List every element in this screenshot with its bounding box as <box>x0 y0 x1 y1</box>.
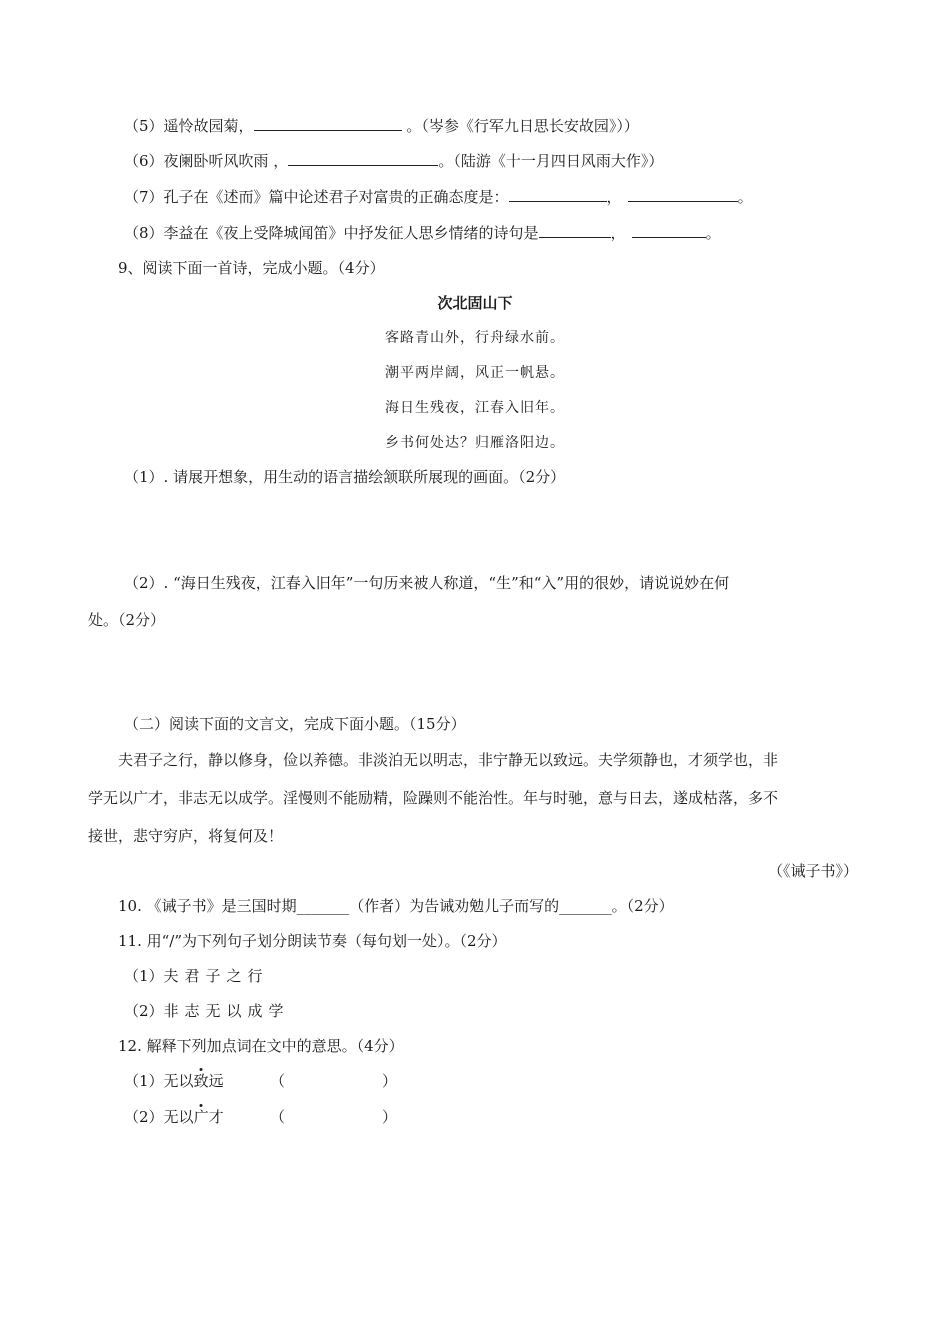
answer-blank-purpose[interactable]: _______ <box>559 897 612 915</box>
q9-sub-question-2: （2）. “海日生残夜，江春入旧年”一句历来被人称道，“生”和“入”用的很妙，请说说妙在何 <box>124 574 730 592</box>
q12-item-1: （1）无以致远 （ ） <box>124 1072 398 1090</box>
q8-item-7: （7）孔子在《述而》篇中论述君子对富贵的正确态度是： ， 。 <box>124 188 753 206</box>
dotted-word: 广 <box>193 1108 209 1126</box>
q9-sub-question-2-cont: 处。（2分） <box>88 611 166 629</box>
passage-line: 学无以广才，非志无以成学。淫慢则不能励精，险躁则不能治性。年与时驰，意与日去，遂成枯落，多不 <box>88 789 779 807</box>
answer-blank[interactable] <box>288 151 438 166</box>
q8-item-5: （5）遥怜故园菊， 。（岑参《行军九日思长安故园》）） <box>124 117 639 135</box>
passage-line: 接世，悲守穷庐，将复何及！ <box>88 827 284 845</box>
poem-line: 客路青山外，行舟绿水前。 <box>385 330 565 346</box>
answer-blank[interactable] <box>254 116 402 131</box>
q8-item-6: （6）夜阑卧听风吹雨 ， 。（陆游《十一月四日风雨大作》） <box>124 152 664 170</box>
poem-title: 次北固山下 <box>437 294 513 312</box>
section-heading: （二）阅读下面的文言文，完成下面小题。（15分） <box>124 715 466 733</box>
q12-item-2: （2）无以广才 （ ） <box>124 1108 398 1126</box>
answer-blank[interactable] <box>628 187 738 202</box>
q9-sub-question-1: （1）. 请展开想象，用生动的语言描绘颔联所展现的画面。（2分） <box>124 468 566 486</box>
poem-line: 海日生残夜，江春入旧年。 <box>385 400 565 416</box>
q11-item-1: （1）夫君子之行 <box>124 967 269 985</box>
answer-space[interactable] <box>284 1107 380 1127</box>
answer-blank[interactable] <box>539 223 611 238</box>
poem-line: 乡书何处达？归雁洛阳边。 <box>385 435 565 451</box>
answer-blank[interactable] <box>632 223 706 238</box>
q11-item-2: （2）非志无以成学 <box>124 1002 290 1020</box>
passage-line: 夫君子之行，静以修身，俭以养德。非淡泊无以明志，非宁静无以致远。夫学须静也，才须学也，非 <box>118 751 779 769</box>
passage-source: （《诫子书》） <box>767 862 858 880</box>
q9-heading: 9、阅读下面一首诗，完成小题。（4分） <box>118 259 385 277</box>
q12-heading: 12. 解释下列加点词在文中的意思。（4分） <box>118 1037 404 1055</box>
answer-blank-author[interactable]: _______ <box>296 897 350 915</box>
q10: 10. 《诫子书》是三国时期_______（作者）为告诫劝勉儿子而写的_______。（2分） <box>118 897 674 915</box>
dotted-word: 致 <box>193 1072 209 1090</box>
q11-heading: 11. 用“/”为下列句子划分朗读节奏（每句划一处）。（2分） <box>118 932 507 950</box>
answer-space[interactable] <box>284 1071 380 1091</box>
answer-blank[interactable] <box>509 187 607 202</box>
poem-line: 潮平两岸阔，风正一帆悬。 <box>385 365 565 381</box>
q8-item-8: （8）李益在《夜上受降城闻笛》中抒发征人思乡情绪的诗句是 ， 。 <box>124 224 721 242</box>
